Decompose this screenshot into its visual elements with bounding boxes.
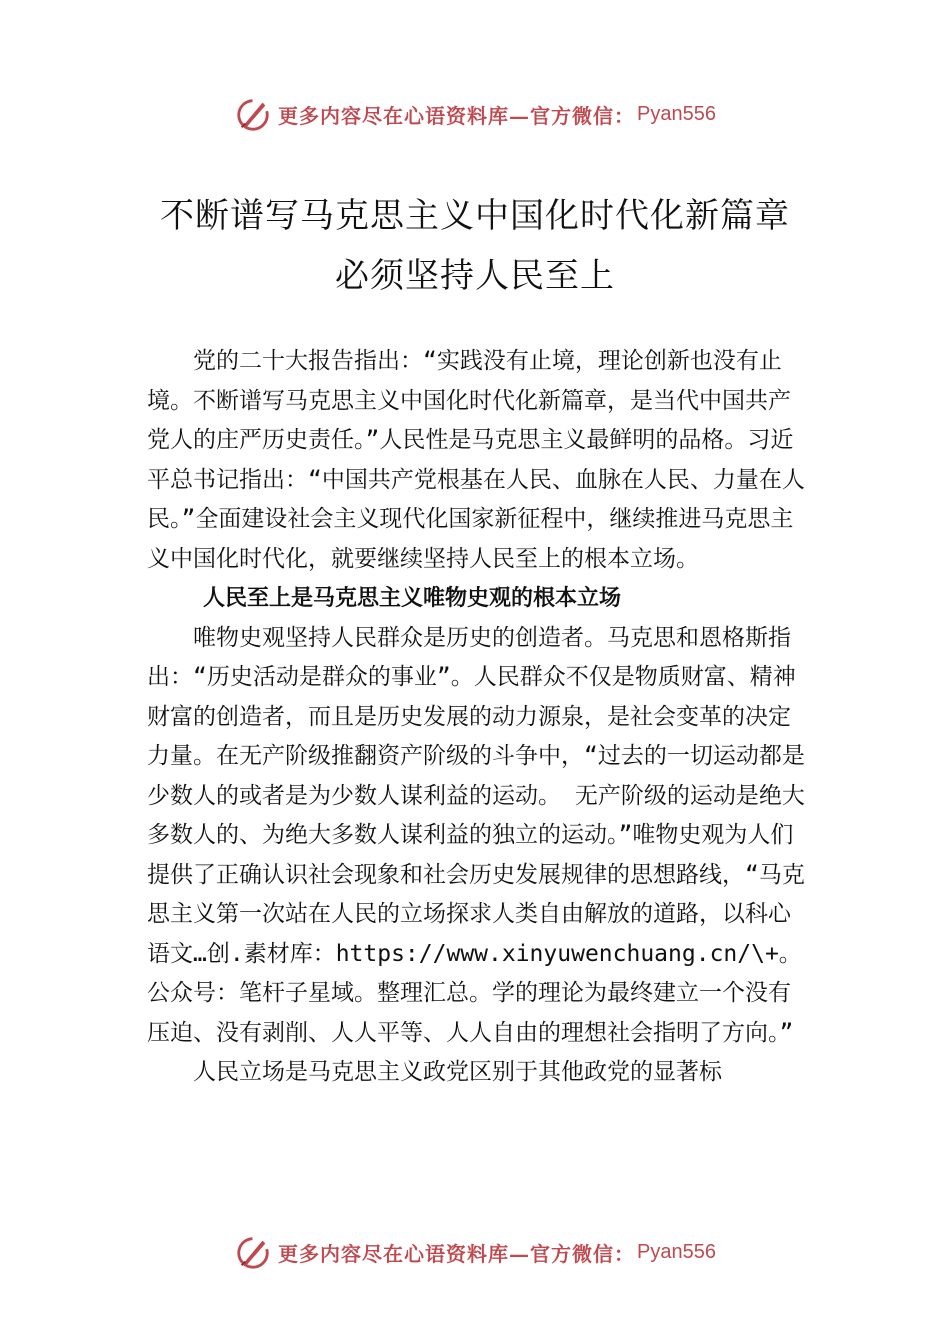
banner-wechat-handle: Pyan556 bbox=[637, 1240, 716, 1263]
header-banner bbox=[0, 92, 950, 136]
quill-logo-icon bbox=[234, 1233, 272, 1271]
page-title-line-2: 必须坚持人民至上 bbox=[335, 256, 615, 296]
banner-slogan: 更多内容尽在心语资料库—官方微信： bbox=[278, 1241, 636, 1266]
paragraph-intro: 党的二十大报告指出：“实践没有止境，理论创新也没有止境。不断谱写马克思主义中国化时代化新篇章，是当代中国共产党人的庄严历史责任。”人民性是马克思主义最鲜明的品格。习近平总书记指出：“中国共产党根基在人民、血脉在人民、力量在人民。”全面建设社会主义现代化国家新征程中，继续推进马克思主义中国化时代化，就要继续坚持人民至上的根本立场。 bbox=[147, 348, 805, 572]
banner-wechat-handle: Pyan556 bbox=[637, 102, 716, 125]
banner-slogan: 更多内容尽在心语资料库—官方微信： bbox=[278, 103, 636, 128]
article-body bbox=[147, 342, 807, 1093]
page-title-line-1: 不断谱写马克思主义中国化时代化新篇章 bbox=[160, 196, 790, 236]
section-heading: 人民至上是马克思主义唯物史观的根本立场 bbox=[203, 586, 622, 611]
footer-banner bbox=[0, 1230, 950, 1274]
quill-logo-icon bbox=[234, 95, 272, 133]
paragraph-materialism: 唯物史观坚持人民群众是历史的创造者。马克思和恩格斯指出：“历史活动是群众的事业”。人民群众不仅是物质财富、精神财富的创造者，而且是历史发展的动力源泉，是社会变革的决定力量。在无产阶级推翻资产阶级的斗争中，“过去的一切运动都是少数人的或者是为少数人谋利益的运动。 无产阶级的运动是绝大多数人的、为绝大多数人谋利益的独立的运动。”唯物史观为人们提供了正确认识社会现象和社会历史发展规律的思想路线，“马克思主义第一次站在人民的立场探求人类自由解放的道路，以科心语文…创.素材库：https://www.xinyuwenchuang.cn/\+。公众号：笔杆子星域。整理汇总。学的理论为最终建立一个没有压迫、没有剥削、人人平等、人人自由的理想社会指明了方向。” bbox=[147, 624, 805, 1046]
paragraph-people-stance: 人民立场是马克思主义政党区别于其他政党的显著标 bbox=[193, 1059, 722, 1085]
